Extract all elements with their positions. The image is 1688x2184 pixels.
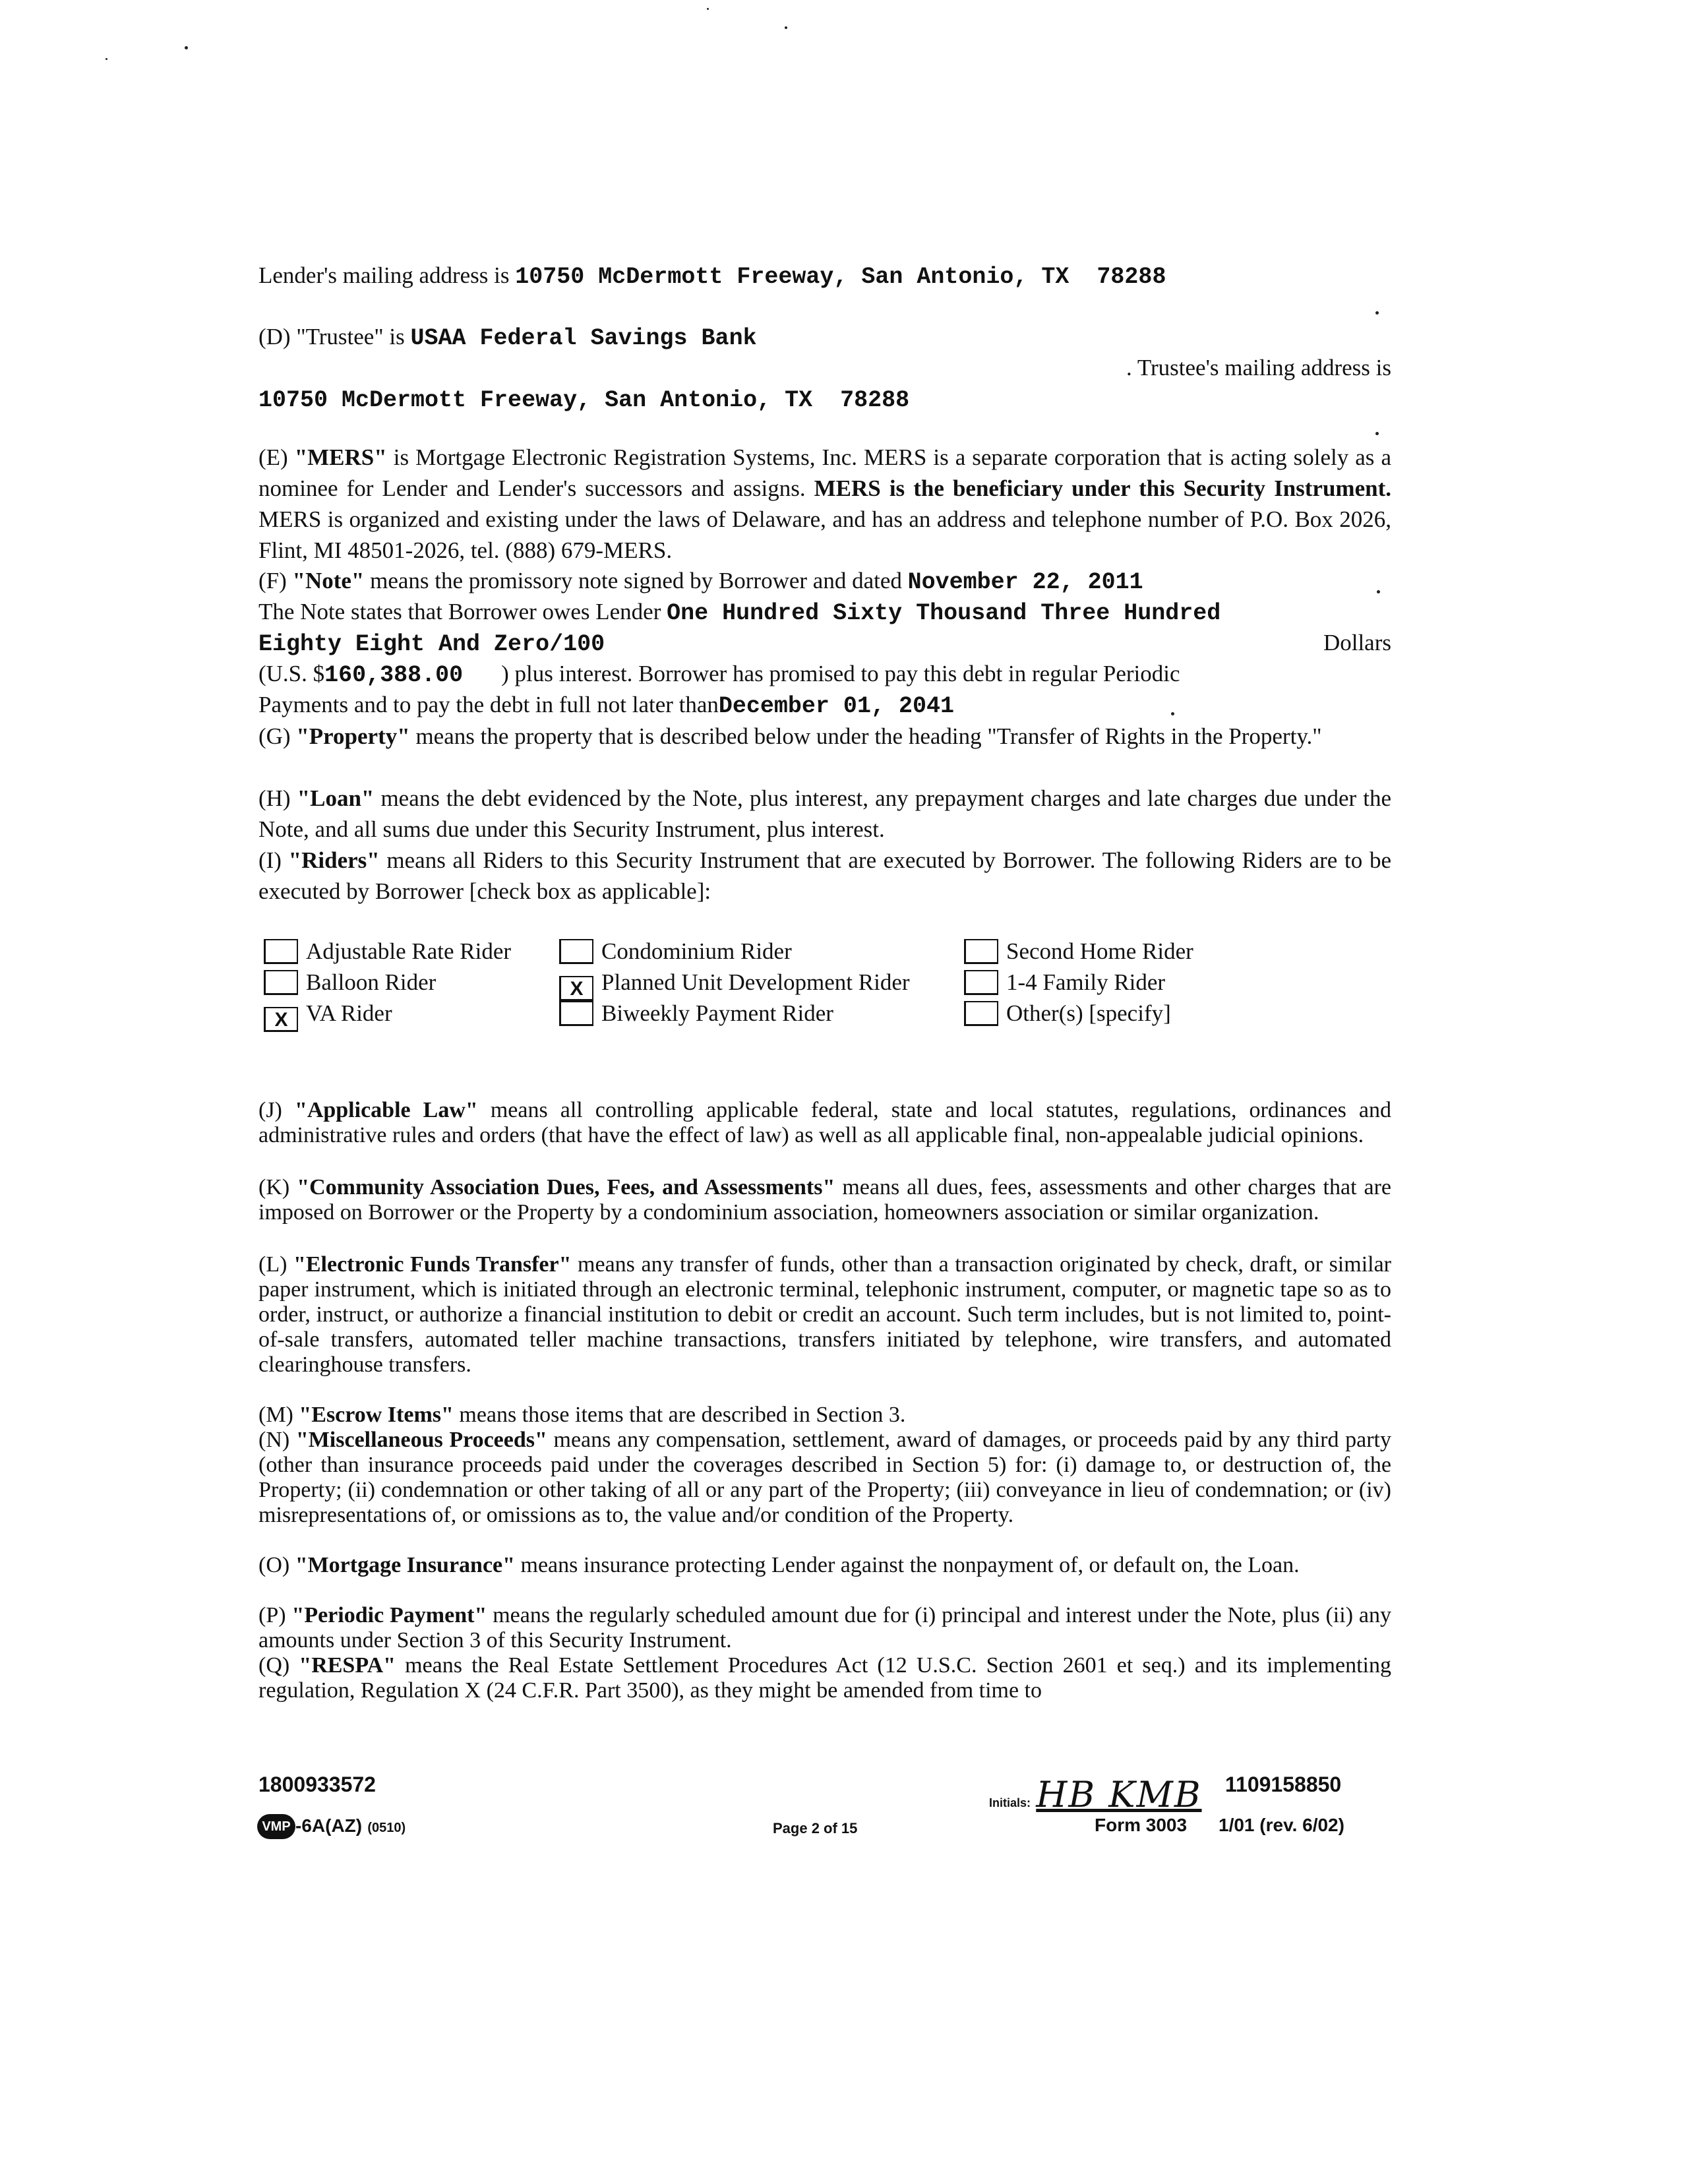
- note-maturity-date: December 01, 2041: [718, 693, 954, 719]
- form-version: 1/01 (rev. 6/02): [1219, 1815, 1344, 1835]
- definition-text: means insurance protecting Lender against the nonpayment of, or default on, the Loan.: [515, 1553, 1300, 1577]
- note-dollars: Dollars: [1323, 630, 1391, 655]
- note-amount-words-1: One Hundred Sixty Thousand Three Hundred: [667, 600, 1221, 626]
- rider-label: Adjustable Rate Rider: [306, 938, 512, 964]
- note-line-3: [258, 628, 1391, 659]
- rider-label: 1-4 Family Rider: [1006, 969, 1166, 995]
- definition-tag: (J): [258, 1098, 295, 1122]
- mers-definition: [258, 442, 1391, 566]
- definition-periodic-payment: [258, 1603, 1391, 1653]
- form-date: (0510): [367, 1821, 406, 1835]
- definition-text: means any compensation, settlement, award of damages, or proceeds paid by any third party (other than insurance proceeds paid under the coverages described in Section 5) for: (i) damage to, or destruction of, the Property; (ii) condemnation or other taking of all or any part of the Property; (iii) conveyance in lieu of condemnation; or (iv) misrepresentations of, or omissions as to, the value and/or condition of the Property.: [258, 1428, 1391, 1527]
- rider-label: Planned Unit Development Rider: [601, 969, 910, 995]
- lender-address-label: Lender's mailing address is: [258, 262, 516, 288]
- rider-va: [264, 998, 392, 1029]
- definition-text: means all controlling applicable federal, state and local statutes, regulations, ordinances and administrative rules and orders (that have the effect of law) as well as all applicable final, non-appealable judicial opinions.: [258, 1098, 1391, 1147]
- loan-number: 1800933572: [258, 1773, 376, 1796]
- definition-text: means all dues, fees, assessments and other charges that are imposed on Borrower or the Property by a condominium association, homeowners association or similar organization.: [258, 1175, 1392, 1225]
- definition-text: means the regularly scheduled amount due for (i) principal and interest under the Note, plus (ii) any amounts under Section 3 of this Security Instrument.: [258, 1603, 1391, 1653]
- definition-community-association-dues: [258, 1175, 1391, 1225]
- rider-checkbox[interactable]: [264, 970, 298, 995]
- definition-miscellaneous-proceeds: [258, 1428, 1391, 1528]
- loan-definition: [258, 783, 1391, 845]
- mers-bold-statement: MERS is the beneficiary under this Security Instrument.: [814, 475, 1391, 501]
- note-us-prefix: (U.S. $: [258, 661, 325, 686]
- note-text-4: Payments and to pay the debt in full not later than: [258, 692, 719, 717]
- page-number: Page 2 of 15: [773, 1820, 858, 1836]
- note-line-5: [258, 690, 1391, 721]
- rider-label: Condominium Rider: [601, 938, 792, 964]
- riders-term: "Riders": [288, 847, 380, 873]
- note-date: November 22, 2011: [907, 569, 1143, 595]
- definition-respa: [258, 1653, 1391, 1703]
- riders-definition: [258, 845, 1391, 907]
- trustee-line: [258, 322, 1391, 353]
- definition-term: "Escrow Items": [299, 1403, 454, 1427]
- note-text-3: ) plus interest. Borrower has promised to pay this debt in regular Periodic: [501, 661, 1180, 686]
- definition-tag: (O): [258, 1553, 295, 1577]
- note-term: "Note": [292, 568, 365, 593]
- trustee-address-value: 10750 McDermott Freeway, San Antonio, TX 78288: [258, 387, 910, 413]
- trustee-tag: (D) "Trustee" is: [258, 324, 411, 349]
- note-amount: 160,388.00: [324, 662, 464, 688]
- rider-checkbox[interactable]: X: [559, 976, 593, 1001]
- property-tag: (G): [258, 723, 297, 749]
- definition-tag: (L): [258, 1252, 293, 1277]
- rider-other: [964, 998, 1171, 1029]
- definition-tag: (P): [258, 1603, 292, 1627]
- lender-mailing-address-line: [258, 260, 1391, 292]
- note-text-1: means the promissory note signed by Borrower and dated: [364, 568, 908, 593]
- trustee-address-line: [258, 384, 1391, 415]
- initials-label: Initials:: [989, 1796, 1031, 1809]
- form-code: -6A(AZ): [295, 1815, 363, 1836]
- definition-mortgage-insurance: [258, 1553, 1391, 1578]
- definition-tag: (Q): [258, 1653, 299, 1678]
- rider-checkbox[interactable]: X: [264, 1007, 298, 1032]
- definition-term: "Community Association Dues, Fees, and Assessments": [297, 1175, 835, 1199]
- definition-applicable-law: [258, 1098, 1391, 1148]
- rider-checkbox[interactable]: [559, 939, 593, 964]
- lender-address-value: 10750 McDermott Freeway, San Antonio, TX 78288: [515, 264, 1166, 290]
- rider-second-home: [964, 936, 1193, 967]
- rider-checkbox[interactable]: [964, 1001, 998, 1026]
- loan-tag: (H): [258, 785, 297, 811]
- trustee-name: USAA Federal Savings Bank: [410, 325, 757, 351]
- definition-term: "Miscellaneous Proceeds": [295, 1428, 547, 1452]
- note-line-4: [258, 659, 1391, 690]
- rider-1-4-family: [964, 967, 1165, 998]
- punctuation-period: [1375, 311, 1379, 315]
- definition-tag: (N): [258, 1428, 296, 1452]
- property-definition: [258, 721, 1391, 752]
- note-text-2: The Note states that Borrower owes Lender: [258, 599, 667, 624]
- form-number: Form 3003: [1095, 1815, 1188, 1835]
- rider-checkbox[interactable]: [559, 1001, 593, 1026]
- definition-tag: (K): [258, 1175, 297, 1199]
- definition-term: "Periodic Payment": [291, 1603, 487, 1627]
- initials-area: [989, 1774, 1202, 1815]
- definition-text: means those items that are described in Section 3.: [453, 1403, 906, 1427]
- form-identifier: [257, 1813, 406, 1839]
- property-term: "Property": [296, 723, 410, 749]
- rider-label: Other(s) [specify]: [1006, 1000, 1171, 1026]
- rider-planned-unit-development: [559, 967, 910, 998]
- loan-text: means the debt evidenced by the Note, plus interest, any prepayment charges and late charges due under the Note, and all sums due under this Security Instrument, plus interest.: [258, 785, 1391, 842]
- rider-checkbox[interactable]: [964, 970, 998, 995]
- rider-checklist: [264, 936, 1253, 1035]
- scan-speck: [185, 46, 188, 49]
- definition-term: "RESPA": [299, 1653, 396, 1678]
- trustee-mailing-label: [1126, 353, 1391, 383]
- definition-term: "Applicable Law": [294, 1098, 478, 1122]
- punctuation-period: [1375, 432, 1379, 435]
- note-amount-words-2: Eighty Eight And Zero/100: [258, 631, 605, 657]
- scan-speck: [707, 8, 709, 10]
- rider-adjustable-rate: [264, 936, 511, 967]
- definition-term: "Electronic Funds Transfer": [293, 1252, 572, 1277]
- rider-checkbox[interactable]: [964, 939, 998, 964]
- scan-speck: [785, 26, 787, 29]
- definition-term: "Mortgage Insurance": [295, 1553, 516, 1577]
- definition-text: means the Real Estate Settlement Procedures Act (12 U.S.C. Section 2601 et seq.) and its implementing regulation, Regulation X (24 C.F.R. Part 3500), as they might be amended from time to: [258, 1653, 1391, 1703]
- rider-biweekly-payment: [559, 998, 833, 1029]
- punctuation-period: [1377, 590, 1380, 593]
- scan-speck: [106, 58, 107, 60]
- rider-label: Biweekly Payment Rider: [601, 1000, 833, 1026]
- note-tag: (F): [258, 568, 293, 593]
- riders-text: means all Riders to this Security Instrument that are executed by Borrower. The following Riders are to be executed by Borrower [check box as applicable]:: [258, 847, 1391, 904]
- rider-label: Balloon Rider: [306, 969, 437, 995]
- definition-tag: (M): [258, 1403, 299, 1427]
- riders-tag: (I): [258, 847, 289, 873]
- definition-text: means any transfer of funds, other than a transaction originated by check, draft, or similar paper instrument, which is initiated through an electronic terminal, telephonic instrument, computer, or magnetic tape so as to order, instruct, or authorize a financial institution to debit or credit an account. Such term includes, but is not limited to, point-of-sale transfers, automated teller machine transactions, transfers initiated by telephone, wire transfers, and automated clearinghouse transfers.: [258, 1252, 1391, 1377]
- rider-checkbox[interactable]: [264, 939, 298, 964]
- property-text: means the property that is described below under the heading "Transfer of Rights in the Property.": [409, 723, 1322, 749]
- definition-electronic-funds-transfer: [258, 1252, 1391, 1378]
- rider-label: VA Rider: [306, 1000, 392, 1026]
- loan-term: "Loan": [297, 785, 375, 811]
- rider-condominium: [559, 936, 792, 967]
- mers-text-2: MERS is organized and existing under the laws of Delaware, and has an address and telephone number of P.O. Box 2026, Flint, MI 48501-2026, tel. (888) 679-MERS.: [258, 506, 1391, 563]
- mers-term: "MERS": [294, 444, 387, 470]
- initials-signature: HB KMB: [1036, 1774, 1202, 1815]
- note-line-1: [258, 566, 1391, 597]
- punctuation-period: [1171, 712, 1174, 715]
- rider-balloon: [264, 967, 436, 998]
- mers-text-1: is Mortgage Electronic Registration Systems, Inc. MERS is a separate corporation that is acting solely as a nominee for Lender and Lender's successors and assigns.: [258, 444, 1391, 501]
- document-number: 1109158850: [1225, 1773, 1342, 1796]
- trustee-mailing-label-text: . Trustee's mailing address is: [1126, 355, 1391, 380]
- note-line-2: [258, 597, 1391, 628]
- vmp-logo: VMP: [257, 1814, 295, 1839]
- rider-label: Second Home Rider: [1006, 938, 1193, 964]
- mers-tag: (E): [258, 444, 295, 470]
- definition-escrow-items: [258, 1403, 1391, 1428]
